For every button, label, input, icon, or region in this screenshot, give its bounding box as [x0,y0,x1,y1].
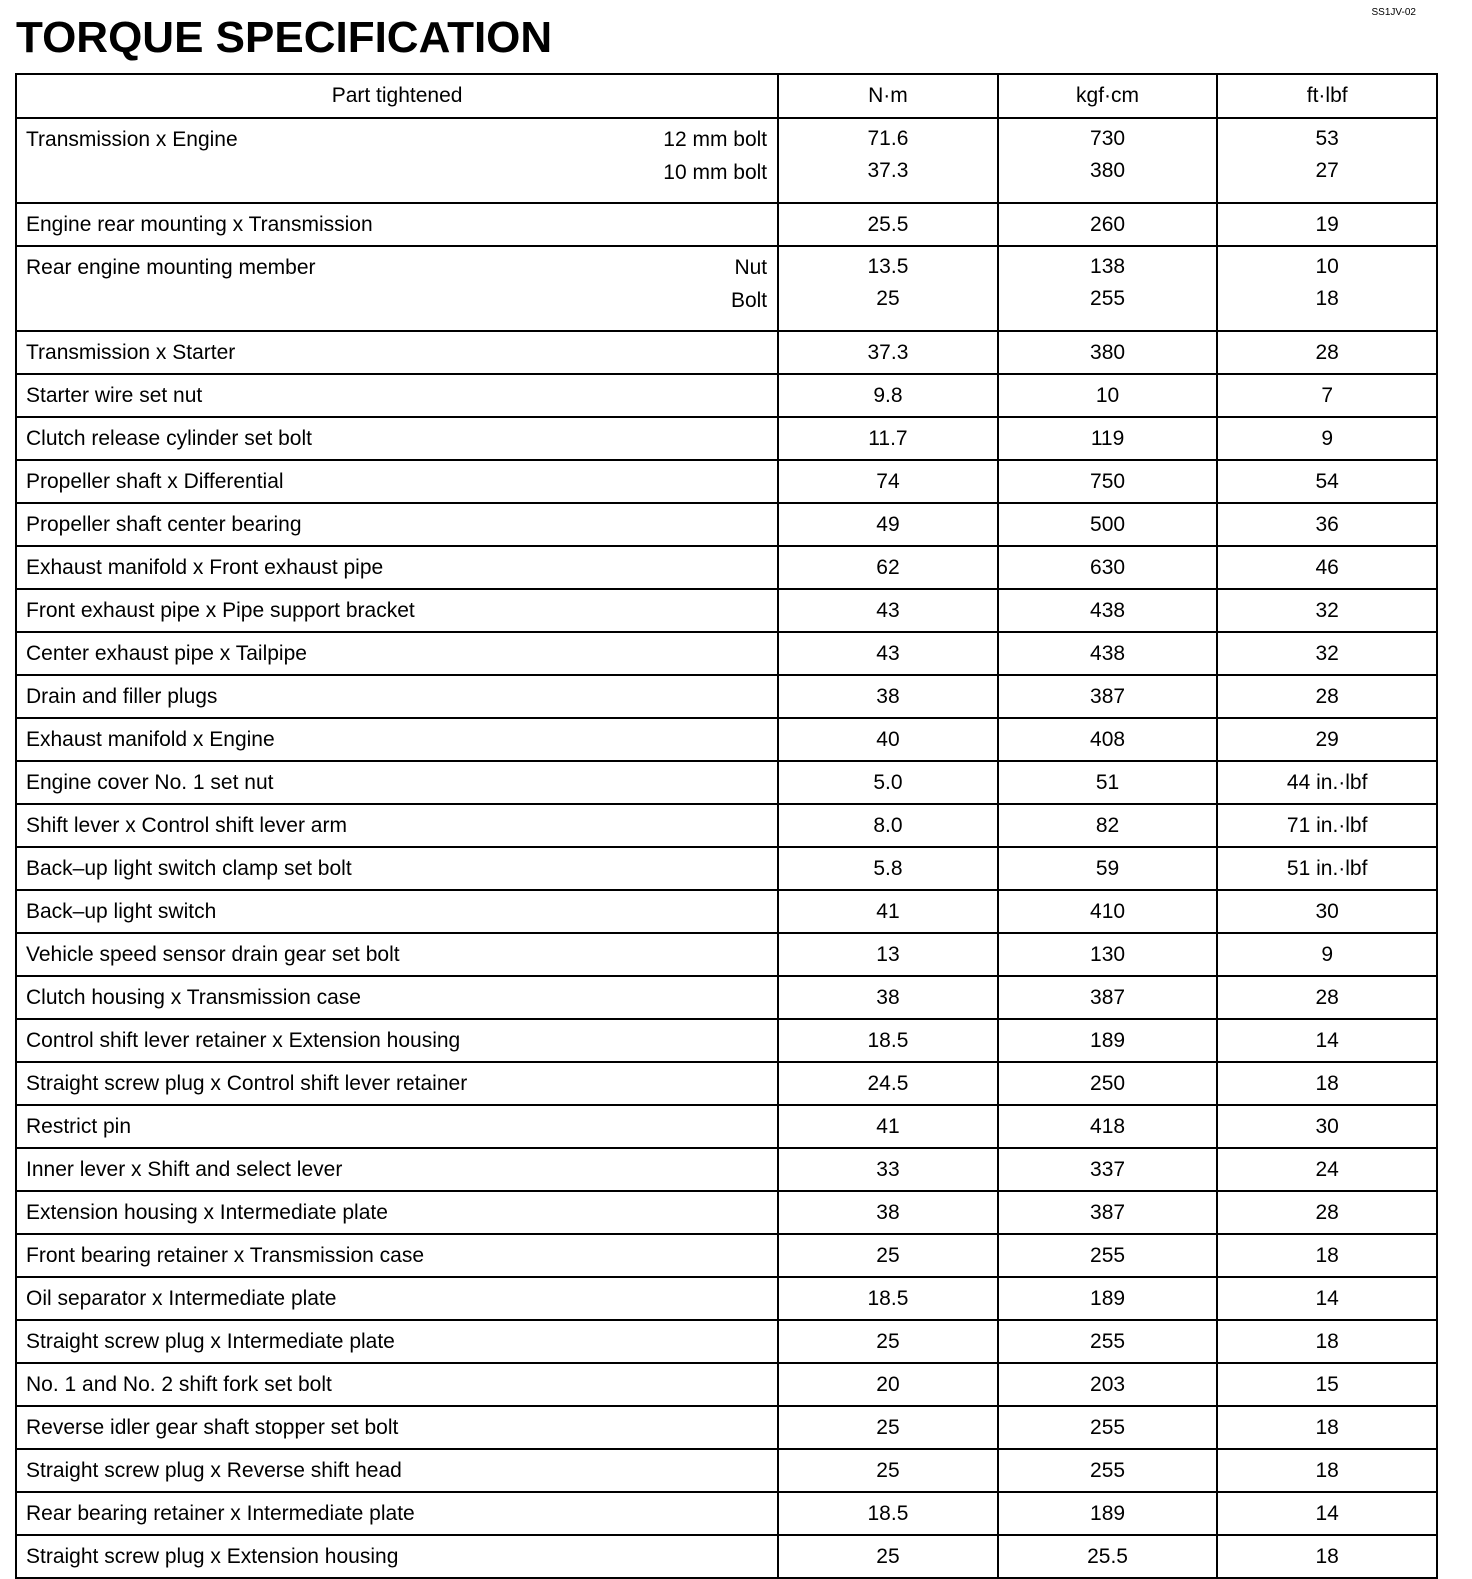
kgfcm-value: 438 [998,632,1218,675]
nm-value: 74 [778,460,998,503]
ftlbf-value: 18 [1315,287,1339,310]
header-ftlbf: ft·lbf [1217,74,1437,118]
part-name: Back–up light switch clamp set bolt [26,856,352,880]
ftlbf-value: 32 [1217,632,1437,675]
part-cell [16,933,778,976]
part-cell [16,761,778,804]
table-row [16,118,1437,203]
part-name: Reverse idler gear shaft stopper set bolt [26,1415,399,1439]
ftlbf-value: 32 [1217,589,1437,632]
kgfcm-value: 630 [998,546,1218,589]
ftlbf-value: 24 [1217,1148,1437,1191]
part-name: No. 1 and No. 2 shift fork set bolt [26,1372,332,1396]
nm-value: 38 [778,1191,998,1234]
table-row [16,718,1437,761]
nm-value: 62 [778,546,998,589]
part-cell [16,1148,778,1191]
part-sub-label: 10 mm bolt [663,161,768,184]
nm-value: 18.5 [778,1277,998,1320]
part-name: Straight screw plug x Control shift lever retainer [26,1071,468,1095]
kgfcm-value: 255 [998,1449,1218,1492]
part-cell [16,804,778,847]
ftlbf-value: 71 in.·lbf [1217,804,1437,847]
part-cell [16,1406,778,1449]
nm-value: 25 [778,1320,998,1363]
part-name: Back–up light switch [26,899,217,923]
part-name: Starter wire set nut [26,383,203,407]
ftlbf-value: 18 [1217,1062,1437,1105]
part-cell [16,847,778,890]
table-row [16,761,1437,804]
kgfcm-value: 337 [998,1148,1218,1191]
nm-value: 9.8 [778,374,998,417]
part-sub-label: 12 mm bolt [663,128,768,151]
part-name: Straight screw plug x Intermediate plate [26,1329,395,1353]
header-kgfcm: kgf·cm [998,74,1218,118]
ftlbf-value: 9 [1217,417,1437,460]
ftlbf-value: 10 [1315,255,1339,278]
ftlbf-value: 51 in.·lbf [1217,847,1437,890]
ftlbf-value: 18 [1217,1449,1437,1492]
nm-value: 24.5 [778,1062,998,1105]
nm-value: 5.0 [778,761,998,804]
nm-value: 8.0 [778,804,998,847]
kgfcm-value: 59 [998,847,1218,890]
header-part: Part tightened [16,74,778,118]
ftlbf-value: 7 [1217,374,1437,417]
part-cell [16,1492,778,1535]
ftlbf-value: 28 [1217,976,1437,1019]
table-row [16,1191,1437,1234]
kgfcm-value: 119 [998,417,1218,460]
kgfcm-value: 418 [998,1105,1218,1148]
table-row [16,1105,1437,1148]
table-row [16,1148,1437,1191]
part-cell [16,331,778,374]
part-cell [16,589,778,632]
nm-value: 49 [778,503,998,546]
nm-value: 43 [778,632,998,675]
kgfcm-value: 730 [1090,127,1126,150]
ftlbf-value: 14 [1217,1492,1437,1535]
nm-value: 41 [778,1105,998,1148]
kgfcm-value: 189 [998,1277,1218,1320]
kgfcm-cell [998,246,1218,331]
nm-value: 18.5 [778,1019,998,1062]
kgfcm-value: 189 [998,1019,1218,1062]
nm-value: 33 [778,1148,998,1191]
part-cell [16,1105,778,1148]
table-row [16,374,1437,417]
part-name: Extension housing x Intermediate plate [26,1200,388,1224]
ftlbf-value: 28 [1217,1191,1437,1234]
kgfcm-value: 255 [998,1234,1218,1277]
part-name: Vehicle speed sensor drain gear set bolt [26,942,400,966]
nm-value: 13.5 [867,255,909,278]
ftlbf-cell [1217,246,1437,331]
part-name: Front bearing retainer x Transmission case [26,1243,425,1267]
ftlbf-value: 54 [1217,460,1437,503]
part-name: Control shift lever retainer x Extension housing [26,1028,461,1052]
table-row [16,1277,1437,1320]
nm-value: 41 [778,890,998,933]
table-header-row [16,74,1437,118]
kgfcm-value: 255 [998,1406,1218,1449]
part-cell [16,417,778,460]
nm-value: 25.5 [778,203,998,246]
part-name: Straight screw plug x Reverse shift head [26,1458,402,1482]
nm-value: 40 [778,718,998,761]
ftlbf-value: 28 [1217,331,1437,374]
table-row [16,933,1437,976]
table-row [16,203,1437,246]
ftlbf-value: 46 [1217,546,1437,589]
kgfcm-value: 387 [998,675,1218,718]
part-cell [16,203,778,246]
part-cell [16,718,778,761]
kgfcm-value: 51 [998,761,1218,804]
nm-value: 20 [778,1363,998,1406]
kgfcm-value: 380 [998,331,1218,374]
nm-value: 11.7 [778,417,998,460]
nm-cell [778,118,998,203]
kgfcm-cell [998,118,1218,203]
table-row [16,890,1437,933]
kgfcm-value: 260 [998,203,1218,246]
kgfcm-value: 387 [998,1191,1218,1234]
kgfcm-value: 255 [1090,287,1126,310]
kgfcm-value: 750 [998,460,1218,503]
table-row [16,847,1437,890]
nm-value: 71.6 [867,127,909,150]
ftlbf-value: 19 [1217,203,1437,246]
part-name: Propeller shaft x Differential [26,469,284,493]
part-cell [16,546,778,589]
kgfcm-value: 82 [998,804,1218,847]
part-name: Exhaust manifold x Front exhaust pipe [26,555,384,579]
table-row [16,1019,1437,1062]
kgfcm-value: 250 [998,1062,1218,1105]
kgfcm-value: 10 [998,374,1218,417]
part-name: Straight screw plug x Extension housing [26,1544,399,1568]
part-cell [16,675,778,718]
ftlbf-value: 30 [1217,1105,1437,1148]
part-name: Transmission x Starter [26,340,236,364]
ftlbf-value: 53 [1315,127,1339,150]
document-code: SS1JV-02 [1371,7,1416,18]
kgfcm-value: 130 [998,933,1218,976]
nm-value: 25 [778,1449,998,1492]
table-row [16,1535,1437,1578]
table-row [16,1363,1437,1406]
ftlbf-value: 14 [1217,1019,1437,1062]
part-name: Exhaust manifold x Engine [26,727,275,751]
part-name: Restrict pin [26,1114,132,1138]
part-cell [16,118,778,203]
kgfcm-value: 380 [1090,159,1126,182]
part-cell [16,1191,778,1234]
table-row [16,1449,1437,1492]
ftlbf-value: 18 [1217,1234,1437,1277]
ftlbf-value: 18 [1217,1320,1437,1363]
part-name: Oil separator x Intermediate plate [26,1286,337,1310]
nm-value: 38 [778,976,998,1019]
table-row [16,503,1437,546]
part-name: Clutch housing x Transmission case [26,985,361,1009]
kgfcm-value: 189 [998,1492,1218,1535]
part-name: Front exhaust pipe x Pipe support bracket [26,598,415,622]
part-cell [16,246,778,331]
part-name: Center exhaust pipe x Tailpipe [26,641,307,665]
part-sub-label: Bolt [730,289,768,312]
table-row [16,804,1437,847]
ftlbf-value: 28 [1217,675,1437,718]
nm-cell [778,246,998,331]
part-sub-label: Nut [734,256,768,279]
ftlbf-value: 27 [1315,159,1339,182]
kgfcm-value: 410 [998,890,1218,933]
table-row [16,1062,1437,1105]
part-cell [16,503,778,546]
part-name: Shift lever x Control shift lever arm [26,813,347,837]
part-cell [16,1363,778,1406]
table-row [16,460,1437,503]
part-cell [16,1019,778,1062]
table-row [16,976,1437,1019]
nm-value: 25 [778,1406,998,1449]
part-cell [16,1277,778,1320]
nm-value: 37.3 [867,159,909,182]
part-cell [16,1320,778,1363]
part-cell [16,460,778,503]
part-cell [16,632,778,675]
kgfcm-value: 408 [998,718,1218,761]
table-row [16,1234,1437,1277]
ftlbf-value: 44 in.·lbf [1217,761,1437,804]
part-name: Inner lever x Shift and select lever [26,1157,343,1181]
nm-value: 5.8 [778,847,998,890]
ftlbf-value: 36 [1217,503,1437,546]
part-cell [16,1449,778,1492]
kgfcm-value: 255 [998,1320,1218,1363]
table-row [16,546,1437,589]
part-name: Engine rear mounting x Transmission [26,212,373,236]
part-cell [16,1535,778,1578]
part-name: Rear bearing retainer x Intermediate plate [26,1501,415,1525]
nm-value: 25 [876,287,900,310]
table-row [16,246,1437,331]
nm-value: 18.5 [778,1492,998,1535]
ftlbf-value: 9 [1217,933,1437,976]
table-row [16,331,1437,374]
kgfcm-value: 138 [1090,255,1126,278]
part-cell [16,374,778,417]
nm-value: 38 [778,675,998,718]
table-row [16,589,1437,632]
part-cell [16,1062,778,1105]
kgfcm-value: 500 [998,503,1218,546]
nm-value: 25 [778,1234,998,1277]
part-cell [16,1234,778,1277]
kgfcm-value: 25.5 [998,1535,1218,1578]
part-name: Transmission x Engine [26,128,238,151]
table-row [16,1492,1437,1535]
kgfcm-value: 203 [998,1363,1218,1406]
nm-value: 25 [778,1535,998,1578]
table-row [16,417,1437,460]
ftlbf-value: 15 [1217,1363,1437,1406]
ftlbf-value: 14 [1217,1277,1437,1320]
kgfcm-value: 387 [998,976,1218,1019]
page-title: TORQUE SPECIFICATION [16,13,553,62]
table-row [16,1406,1437,1449]
ftlbf-value: 29 [1217,718,1437,761]
nm-value: 13 [778,933,998,976]
ftlbf-cell [1217,118,1437,203]
torque-table [15,73,1438,1579]
ftlbf-value: 18 [1217,1406,1437,1449]
kgfcm-value: 438 [998,589,1218,632]
nm-value: 43 [778,589,998,632]
table-row [16,1320,1437,1363]
header-nm: N·m [778,74,998,118]
nm-value: 37.3 [778,331,998,374]
part-name: Drain and filler plugs [26,684,218,708]
part-name: Propeller shaft center bearing [26,512,302,536]
table-row [16,632,1437,675]
part-name: Clutch release cylinder set bolt [26,426,312,450]
ftlbf-value: 18 [1217,1535,1437,1578]
part-name: Engine cover No. 1 set nut [26,770,274,794]
part-name: Rear engine mounting member [26,256,316,279]
table-row [16,675,1437,718]
part-cell [16,976,778,1019]
part-cell [16,890,778,933]
ftlbf-value: 30 [1217,890,1437,933]
